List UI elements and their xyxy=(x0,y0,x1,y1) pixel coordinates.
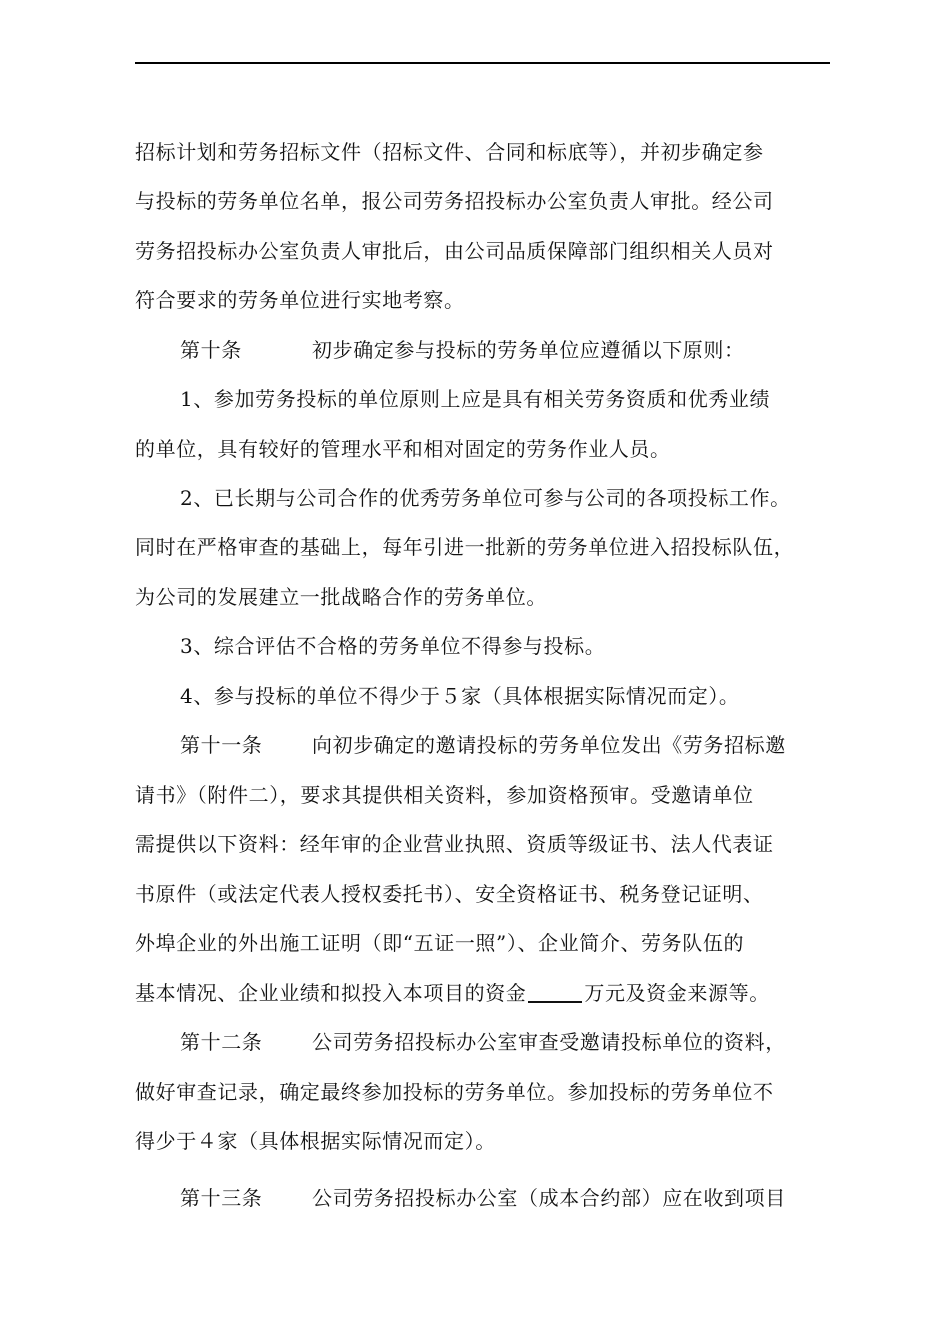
list-item-line: 的单位，具有较好的管理水平和相对固定的劳务作业人员。 xyxy=(135,437,671,461)
paragraph-line: 外埠企业的外出施工证明（即“五证一照”）、企业简介、劳务队伍的 xyxy=(135,931,745,955)
article-number: 第十三条 xyxy=(180,1186,263,1210)
list-item-line: 1、参加劳务投标的单位原则上应是具有相关劳务资质和优秀业绩 xyxy=(180,387,771,411)
paragraph-line: 书原件（或法定代表人授权委托书）、安全资格证书、税务登记证明、 xyxy=(135,882,764,906)
article-text: 公司劳务招投标办公室（成本合约部）应在收到项目 xyxy=(312,1186,786,1210)
list-item-line: 为公司的发展建立一批战略合作的劳务单位。 xyxy=(135,585,547,609)
list-item-line: 4、参与投标的单位不得少于５家（具体根据实际情况而定）。 xyxy=(180,684,740,708)
article-number: 第十条 xyxy=(180,338,242,362)
list-item-line: 3、综合评估不合格的劳务单位不得参与投标。 xyxy=(180,634,606,658)
paragraph-line: 请书》（附件二），要求其提供相关资料，参加资格预审。受邀请单位 xyxy=(135,783,754,807)
article-number: 第十一条 xyxy=(180,733,263,757)
text-after-blank: 万元及资金来源等。 xyxy=(584,981,770,1005)
article-10-heading xyxy=(180,333,880,367)
paragraph-line: 招标计划和劳务招标文件（招标文件、合同和标底等），并初步确定参 xyxy=(135,140,764,164)
article-11-heading xyxy=(180,728,880,762)
list-item-line: 2、已长期与公司合作的优秀劳务单位可参与公司的各项投标工作。 xyxy=(180,486,791,510)
paragraph-line: 需提供以下资料：经年审的企业营业执照、资质等级证书、法人代表证 xyxy=(135,832,774,856)
paragraph-line: 得少于４家（具体根据实际情况而定）。 xyxy=(135,1129,496,1153)
paragraph-line-with-blank xyxy=(135,976,835,1010)
list-item-line: 同时在严格审查的基础上，每年引进一批新的劳务单位进入招投标队伍， xyxy=(135,535,795,559)
article-text: 公司劳务招投标办公室审查受邀请投标单位的资料， xyxy=(312,1030,786,1054)
header-rule xyxy=(135,62,830,64)
fill-in-blank xyxy=(528,981,582,1003)
paragraph-line: 与投标的劳务单位名单，报公司劳务招投标办公室负责人审批。经公司 xyxy=(135,189,774,213)
article-text: 向初步确定的邀请投标的劳务单位发出《劳务招标邀 xyxy=(312,733,786,757)
article-13-heading xyxy=(180,1181,880,1215)
text-before-blank: 基本情况、企业业绩和拟投入本项目的资金 xyxy=(135,981,527,1005)
article-12-heading xyxy=(180,1025,880,1059)
paragraph-line: 劳务招投标办公室负责人审批后，由公司品质保障部门组织相关人员对 xyxy=(135,239,774,263)
article-text: 初步确定参与投标的劳务单位应遵循以下原则： xyxy=(312,338,745,362)
article-number: 第十二条 xyxy=(180,1030,263,1054)
paragraph-line: 符合要求的劳务单位进行实地考察。 xyxy=(135,288,465,312)
paragraph-line: 做好审查记录，确定最终参加投标的劳务单位。参加投标的劳务单位不 xyxy=(135,1080,774,1104)
